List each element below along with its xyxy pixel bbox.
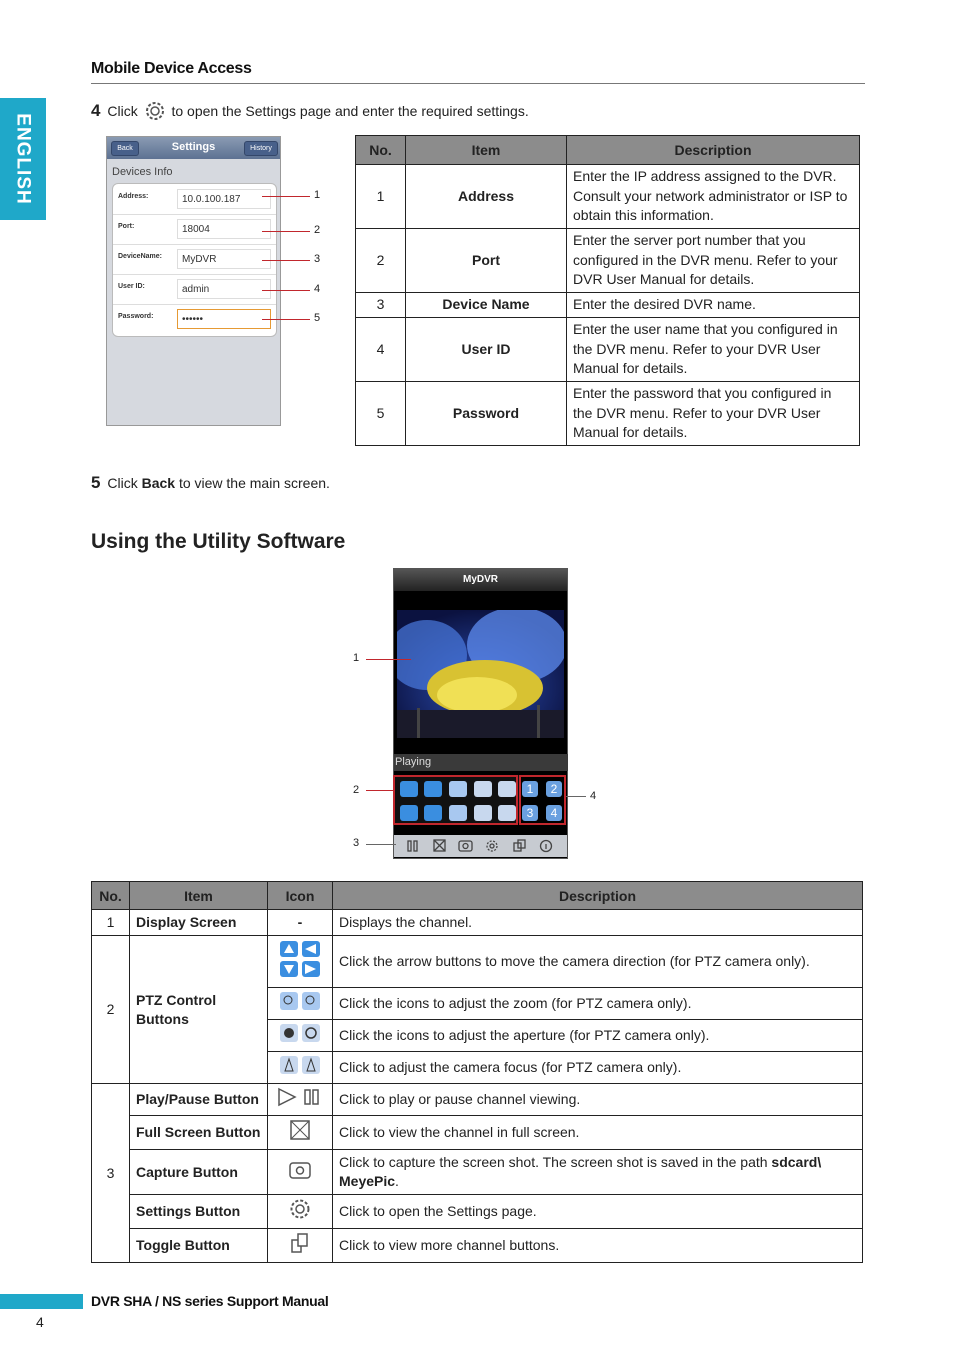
port-field[interactable]: 18004 xyxy=(177,219,271,239)
callout-line xyxy=(366,790,394,791)
cell-desc: Click to adjust the camera focus (for PTZ camera only). xyxy=(333,1052,863,1084)
step-number: 4 xyxy=(91,101,101,120)
cell-icon xyxy=(268,1084,333,1116)
callout-line xyxy=(262,290,310,291)
settings-screenshot xyxy=(106,136,281,426)
cell-item: Port xyxy=(406,229,567,293)
channel-button[interactable]: 4 xyxy=(546,805,562,821)
cell-desc: Click to view the channel in full screen. xyxy=(333,1116,863,1150)
cell-desc: Enter the user name that you configured in the DVR menu. Refer to your DVR User Manual for details. xyxy=(567,318,860,382)
step-text: Click xyxy=(107,103,138,119)
footer-manual-title: DVR SHA / NS series Support Manual xyxy=(91,1293,329,1309)
playing-status: Playing xyxy=(394,754,568,771)
cell-icon xyxy=(268,1052,333,1084)
cell-no: 4 xyxy=(356,318,406,382)
cell-item: PTZ Control Buttons xyxy=(130,936,268,1084)
back-button[interactable]: Back xyxy=(111,141,139,156)
callout-line xyxy=(262,319,310,320)
table-row xyxy=(92,1084,863,1116)
device-name-field[interactable]: MyDVR xyxy=(177,249,271,269)
table-header: Item xyxy=(406,136,567,165)
cell-icon: - xyxy=(268,910,333,936)
cell-item: Full Screen Button xyxy=(130,1116,268,1150)
channel-button[interactable]: 2 xyxy=(546,781,562,797)
gear-icon xyxy=(289,1198,311,1220)
table-header: No. xyxy=(92,882,130,910)
table-row xyxy=(356,318,860,382)
user-id-field[interactable]: admin xyxy=(177,279,271,299)
arrow-buttons-icon xyxy=(278,939,322,979)
cell-desc: Click the arrow buttons to move the camera direction (for PTZ camera only). xyxy=(333,936,863,988)
cell-item: Capture Button xyxy=(130,1150,268,1195)
field-label: Address: xyxy=(118,193,149,200)
table-row xyxy=(356,382,860,446)
cell-icon xyxy=(268,988,333,1020)
settings-title-bar xyxy=(107,137,280,159)
cell-no: 1 xyxy=(92,910,130,936)
toolbar-icons xyxy=(394,835,567,857)
cell-item: User ID xyxy=(406,318,567,382)
toggle-icon xyxy=(289,1232,311,1254)
password-row xyxy=(113,304,276,334)
settings-gear-icon xyxy=(145,101,165,121)
cell-no: 1 xyxy=(356,165,406,229)
cell-no: 3 xyxy=(356,293,406,318)
step-5 xyxy=(91,473,330,493)
step-text: Click xyxy=(107,475,138,491)
callout-number: 1 xyxy=(353,652,360,664)
callout-line xyxy=(366,844,396,845)
display-screen[interactable] xyxy=(397,610,564,738)
cell-icon xyxy=(268,936,333,988)
address-row xyxy=(113,184,276,215)
cell-desc: Click to open the Settings page. xyxy=(333,1195,863,1229)
language-tab xyxy=(0,98,46,220)
cell-icon xyxy=(268,1020,333,1052)
device-name-row xyxy=(113,244,276,275)
gear-icon xyxy=(487,841,497,851)
desc-path: sdcard\ MeyePic xyxy=(339,1154,822,1189)
callout-number: 4 xyxy=(314,283,321,295)
devices-info-label: Devices Info xyxy=(112,166,173,178)
table-row xyxy=(92,910,863,936)
cell-no: 3 xyxy=(92,1084,130,1263)
callout-number: 4 xyxy=(590,790,597,802)
callout-line xyxy=(566,796,586,797)
language-tab-label: ENGLISH xyxy=(13,113,35,205)
utility-title: MyDVR xyxy=(462,574,498,585)
callout-number: 5 xyxy=(314,312,321,324)
settings-title: Settings xyxy=(171,141,216,153)
step-number: 5 xyxy=(91,473,101,492)
settings-table xyxy=(355,135,860,446)
cell-item: Address xyxy=(406,165,567,229)
callout-number: 2 xyxy=(314,224,321,236)
port-row xyxy=(113,214,276,245)
callout-line xyxy=(262,231,310,232)
camera-icon xyxy=(459,841,472,851)
cell-item: Toggle Button xyxy=(130,1229,268,1263)
field-label: Password: xyxy=(118,313,154,320)
password-field[interactable]: •••••• xyxy=(177,309,271,329)
cell-desc: Click to play or pause channel viewing. xyxy=(333,1084,863,1116)
cell-desc: Enter the server port number that you configured in the DVR menu. Refer to your DVR User Manual for details. xyxy=(567,229,860,293)
cell-no: 2 xyxy=(92,936,130,1084)
cell-desc: Click the icons to adjust the zoom (for PTZ camera only). xyxy=(333,988,863,1020)
callout-number: 3 xyxy=(314,253,321,265)
cell-item: Play/Pause Button xyxy=(130,1084,268,1116)
desc-text: . xyxy=(395,1173,399,1189)
utility-table xyxy=(91,881,863,1263)
focus-icon xyxy=(278,1055,322,1075)
channel-button[interactable]: 1 xyxy=(522,781,538,797)
callout-number: 2 xyxy=(353,784,360,796)
cell-icon xyxy=(268,1116,333,1150)
channel-highlight xyxy=(519,775,566,825)
pause-icon xyxy=(408,841,411,851)
table-row xyxy=(92,1150,863,1195)
cell-desc: Click to view more channel buttons. xyxy=(333,1229,863,1263)
table-row xyxy=(92,1195,863,1229)
aperture-icon xyxy=(278,1023,322,1043)
back-keyword: Back xyxy=(141,475,176,491)
cell-item: Device Name xyxy=(406,293,567,318)
cell-no: 5 xyxy=(356,382,406,446)
table-header: No. xyxy=(356,136,406,165)
page-number: 4 xyxy=(36,1314,44,1330)
cell-icon xyxy=(268,1195,333,1229)
play-pause-icon xyxy=(277,1087,323,1107)
table-header: Icon xyxy=(268,882,333,910)
table-row xyxy=(356,229,860,293)
footer-accent-bar xyxy=(0,1294,83,1309)
table-row xyxy=(356,165,860,229)
table-row xyxy=(92,1229,863,1263)
utility-title-bar xyxy=(394,569,567,591)
step-4 xyxy=(91,101,529,121)
ptz-highlight xyxy=(393,775,518,825)
callout-line xyxy=(262,196,310,197)
table-header: Description xyxy=(567,136,860,165)
cell-desc: Enter the desired DVR name. xyxy=(567,293,860,318)
step-text: to open the Settings page and enter the required settings. xyxy=(171,103,529,119)
field-label: DeviceName: xyxy=(118,253,162,260)
cell-desc: Enter the IP address assigned to the DVR. Consult your network administrator or ISP to obtain this information. xyxy=(567,165,860,229)
cell-no: 2 xyxy=(356,229,406,293)
cell-desc: Enter the password that you configured in the DVR menu. Refer to your DVR User Manual for details. xyxy=(567,382,860,446)
cell-item: Settings Button xyxy=(130,1195,268,1229)
callout-line xyxy=(262,260,310,261)
fullscreen-icon xyxy=(289,1119,311,1141)
history-button[interactable]: History xyxy=(244,141,278,156)
address-field[interactable]: 10.0.100.187 xyxy=(177,189,271,209)
field-label: Port: xyxy=(118,223,135,230)
cell-desc: Displays the channel. xyxy=(333,910,863,936)
camera-icon xyxy=(288,1159,312,1181)
cell-desc: Click the icons to adjust the aperture (for PTZ camera only). xyxy=(333,1020,863,1052)
table-header: Item xyxy=(130,882,268,910)
table-row xyxy=(356,293,860,318)
user-id-row xyxy=(113,274,276,305)
devices-info-card xyxy=(112,183,277,337)
cell-item: Password xyxy=(406,382,567,446)
title-rule xyxy=(91,83,865,84)
channel-button[interactable]: 3 xyxy=(522,805,538,821)
table-row xyxy=(92,936,863,988)
table-header: Description xyxy=(333,882,863,910)
field-label: User ID: xyxy=(118,283,145,290)
toolbar xyxy=(394,835,567,857)
section-title: Mobile Device Access xyxy=(91,60,252,77)
cell-item: Display Screen xyxy=(130,910,268,936)
callout-number: 1 xyxy=(314,189,321,201)
zoom-icon xyxy=(278,991,322,1011)
table-row xyxy=(92,1116,863,1150)
utility-heading: Using the Utility Software xyxy=(91,530,346,553)
desc-text: Click to capture the screen shot. The screen shot is saved in the path xyxy=(339,1154,768,1170)
cell-desc xyxy=(333,1150,863,1195)
callout-number: 3 xyxy=(353,837,360,849)
cell-icon xyxy=(268,1150,333,1195)
step-text: to view the main screen. xyxy=(178,475,330,491)
cell-icon xyxy=(268,1229,333,1263)
callout-line xyxy=(366,659,411,660)
